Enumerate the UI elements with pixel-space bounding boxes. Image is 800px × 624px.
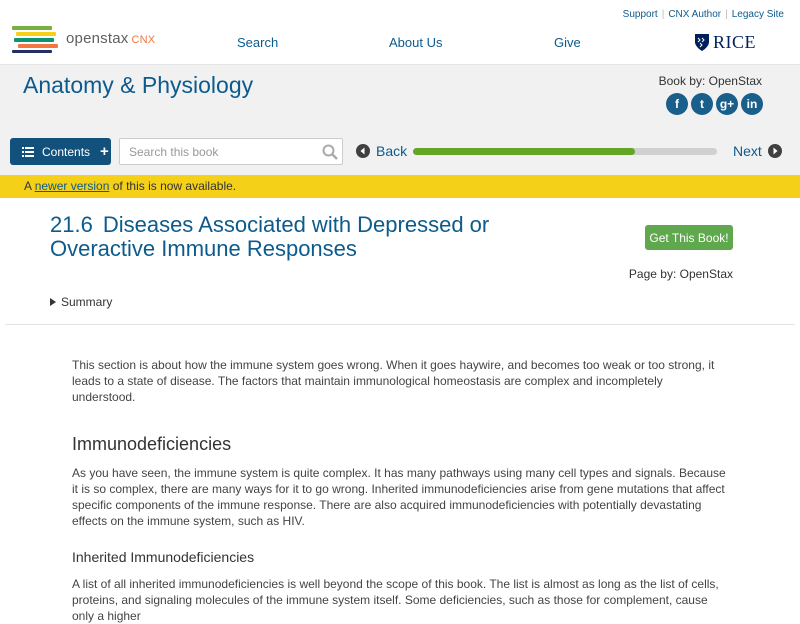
summary-toggle[interactable] — [50, 295, 112, 309]
search-icon[interactable] — [322, 144, 338, 160]
book-title[interactable]: Anatomy & Physiology — [23, 72, 254, 98]
plus-icon: + — [100, 143, 109, 160]
book-header — [0, 64, 800, 175]
next-label: Next — [733, 143, 762, 159]
openstax-cnx-logo[interactable] — [12, 24, 155, 52]
nav-search[interactable]: Search — [237, 35, 279, 50]
immunodeficiencies-paragraph: As you have seen, the immune system is quite complex. It has many pathways using many cell types and signals. Because it is so complex, there are many ways for it to go wrong. Inherited immunodeficiencies arise from gene mutations that affect specific components of the immune response. There are also acquired immunodeficiencies with potentially devastating effects on the immune system, such as HIV. — [72, 466, 726, 528]
rice-logo[interactable] — [694, 32, 756, 53]
legacy-site-link[interactable]: Legacy Site — [731, 9, 784, 20]
next-button[interactable] — [733, 143, 782, 159]
summary-label: Summary — [61, 295, 113, 309]
book-author: Book by: OpenStax — [658, 74, 762, 88]
list-icon — [22, 147, 34, 157]
progress-fill — [413, 148, 635, 155]
inherited-paragraph: A list of all inherited immunodeficiencies is well beyond the scope of this book. The list is almost as long as the list of cells, proteins, and signaling molecules of the immune system itself. Some deficiencies, such as those for complement, cause only a higher — [72, 577, 719, 623]
section-title: Diseases Associated with Depressed or Overactive Immune Responses — [50, 212, 490, 261]
search-input[interactable] — [120, 139, 310, 164]
book-progress-bar — [413, 148, 717, 155]
notice-text: A — [24, 179, 35, 193]
page-title — [50, 213, 520, 261]
section-number: 21.6 — [50, 212, 93, 237]
back-arrow-icon — [356, 144, 370, 158]
rice-shield-icon — [694, 33, 710, 52]
caret-right-icon — [50, 298, 56, 306]
intro-paragraph: This section is about how the immune system goes wrong. When it goes haywire, and becomes too weak or too strong, it leads to a state of disease. The factors that maintain immunological homeostasis are complex and incompletely understood. — [72, 358, 715, 404]
separator: | — [725, 9, 728, 20]
facebook-icon[interactable]: f — [666, 93, 688, 115]
twitter-icon[interactable]: t — [691, 93, 713, 115]
back-label: Back — [376, 143, 408, 159]
utility-links — [619, 9, 788, 20]
heading-inherited-immunodeficiencies: Inherited Immunodeficiencies — [72, 549, 255, 565]
heading-immunodeficiencies: Immunodeficiencies — [72, 434, 232, 454]
book-search — [119, 138, 343, 165]
cnx-author-link[interactable]: CNX Author — [668, 9, 722, 20]
google-plus-icon[interactable]: g+ — [716, 93, 738, 115]
site-header — [0, 0, 800, 64]
logo-bars-icon — [12, 24, 58, 52]
back-button[interactable] — [356, 143, 407, 159]
support-link[interactable]: Support — [622, 9, 658, 20]
intro-paragraph-container — [72, 357, 728, 405]
get-this-book-button[interactable]: Get This Book! — [645, 225, 733, 250]
separator: | — [661, 9, 665, 20]
nav-about-us[interactable]: About Us — [389, 35, 443, 50]
nav-give[interactable]: Give — [554, 35, 581, 50]
notice-text: of this is now available. — [109, 179, 237, 193]
contents-button[interactable] — [10, 138, 111, 165]
contents-label: Contents — [42, 144, 91, 159]
newer-version-link[interactable]: newer version — [34, 179, 110, 193]
linkedin-icon[interactable]: in — [741, 93, 763, 115]
newer-version-notice — [0, 175, 800, 198]
logo-wordmark: openstax CNX — [66, 29, 156, 47]
page-author: Page by: OpenStax — [628, 267, 733, 281]
next-arrow-icon — [768, 144, 782, 158]
social-share — [666, 93, 763, 115]
divider — [5, 324, 795, 325]
rice-wordmark: RICE — [713, 32, 757, 52]
